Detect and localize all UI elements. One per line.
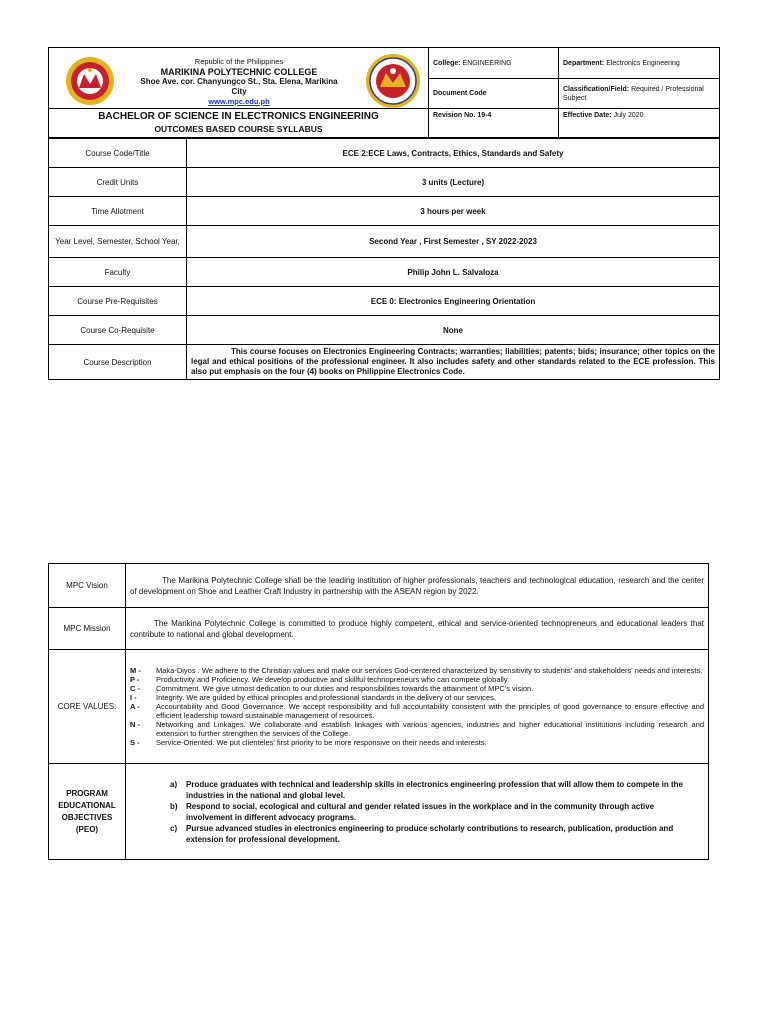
- info-value: Philip John L. Salvaloza: [187, 258, 720, 287]
- core-value-letter: S -: [130, 738, 140, 747]
- department-value: Electronics Engineering: [606, 59, 680, 67]
- info-value: ECE 2:ECE Laws, Contracts, Ethics, Standards and Safety: [187, 139, 720, 168]
- college-name: MARIKINA POLYTECHNIC COLLEGE: [160, 67, 318, 77]
- effective-label: Effective Date:: [563, 112, 612, 119]
- peo-label: [49, 764, 126, 860]
- info-row: [49, 226, 720, 258]
- peo-letter: a): [170, 779, 178, 789]
- peo-text: Produce graduates with technical and leadership skills in electronics engineering profession that will allow them to compete in the industries in the national and global level.: [186, 779, 683, 800]
- peo-item: [130, 779, 704, 801]
- info-row: [49, 345, 720, 380]
- effective-value: July 2020: [613, 112, 644, 119]
- course-description-label: Course Description: [49, 345, 187, 380]
- core-value-text: Maka-Diyos . We adhere to the Christian values and make our services God-centered characterized by sensitivity to students' and stakeholders' needs and interests.: [156, 666, 703, 675]
- info-label: Faculty: [49, 258, 187, 287]
- core-value-item: [130, 666, 704, 675]
- info-value: 3 units (Lecture): [187, 168, 720, 197]
- header-table: [48, 47, 720, 138]
- peo-text: Respond to social, ecological and cultural and gender related issues in the workplace and in the community through active involvement in different advocacy programs.: [186, 801, 655, 822]
- info-label: Course Pre-Requisites: [49, 287, 187, 316]
- peo-text: Pursue advanced studies in electronics engineering to produce scholarly contributions to research, publication, production and extension for professional development.: [186, 823, 674, 844]
- core-value-item: [130, 720, 704, 738]
- college-website-link[interactable]: www.mpc.edu.ph: [208, 97, 270, 106]
- peo-item: [130, 801, 704, 823]
- core-values-list: [126, 650, 709, 764]
- info-value: ECE 0: Electronics Engineering Orientation: [187, 287, 720, 316]
- info-row: [49, 168, 720, 197]
- vision-label: MPC Vision: [49, 564, 126, 608]
- info-label: Credit Units: [49, 168, 187, 197]
- core-values-label: CORE VALUES:: [49, 650, 126, 764]
- engineering-seal-icon: [365, 53, 421, 109]
- revision-cell: Revision No. 19-4: [429, 109, 559, 138]
- info-row: [49, 316, 720, 345]
- vision-mission-table: [48, 563, 709, 860]
- core-value-letter: C -: [130, 684, 140, 693]
- core-value-item: [130, 738, 704, 747]
- peo-label-text: PROGRAM EDUCATIONAL OBJECTIVES (PEO): [58, 788, 116, 834]
- core-value-item: [130, 693, 704, 702]
- vision-row: [49, 564, 709, 608]
- peo-item: [130, 823, 704, 845]
- info-label: Course Code/Title: [49, 139, 187, 168]
- core-value-text: Integrity. We are guided by ethical principles and professional standards in the delivery of our services.: [156, 693, 496, 702]
- program-title: BACHELOR OF SCIENCE IN ELECTRONICS ENGINEERING: [98, 111, 379, 122]
- core-value-item: [130, 675, 704, 684]
- college-value: ENGINEERING: [462, 59, 512, 67]
- core-value-text: Accountability and Good Governance. We accept responsibility and full accountability consistent with the principles of good governance to ensure effective and efficient leadership toward sustainable management of resources.: [156, 702, 704, 720]
- classification-cell: [559, 79, 720, 109]
- core-value-text: Productivity and Proficiency. We develop productive and skillful technopreneurs who can compete globally.: [156, 675, 510, 684]
- core-values-row: [49, 650, 709, 764]
- core-value-letter: I -: [130, 693, 137, 702]
- department-label: Department:: [563, 59, 605, 67]
- info-value: Second Year , First Semester , SY 2022-2023: [187, 226, 720, 258]
- info-row: [49, 197, 720, 226]
- republic-line: Republic of the Philippines: [194, 57, 284, 66]
- effective-date-cell: [559, 109, 720, 138]
- mission-label: MPC Mission: [49, 608, 126, 650]
- syllabus-type: OUTCOMES BASED COURSE SYLLABUS: [154, 124, 323, 134]
- mission-row: [49, 608, 709, 650]
- vision-text-cell: [126, 564, 709, 608]
- core-value-item: [130, 702, 704, 720]
- info-label: Course Co-Requisite: [49, 316, 187, 345]
- department-cell: [559, 48, 720, 79]
- vision-text: The Marikina Polytechnic College shall be the leading institution of higher professionals, teachers and technological education, research and the center of development on Shoe and Leather Craft Industry in partnership with the ASEAN region by 2022.: [130, 575, 704, 596]
- core-value-letter: N -: [130, 720, 140, 729]
- peo-letter: b): [170, 801, 178, 811]
- core-value-text: Commitment. We give utmost dedication to our duties and responsibilities towards the attainment of MPC's vision.: [156, 684, 534, 693]
- college-cell: [429, 48, 559, 79]
- classification-value: Required / Professional Subject: [563, 85, 704, 102]
- course-description-text: [187, 345, 720, 380]
- program-cell: [49, 109, 429, 138]
- peo-list: [126, 764, 709, 860]
- course-info-table: [48, 138, 720, 380]
- course-description-body: This course focuses on Electronics Engineering Contracts; warranties; liabilities; patents; bids; insurance; other topics on the legal and ethical positions of the professional engineer. It also includes safety and other standards related to the ECE profession. This also put emphasis on the four (4) books on Philippine Electronics Code.: [191, 347, 715, 376]
- info-value: 3 hours per week: [187, 197, 720, 226]
- college-name-block: [139, 57, 339, 107]
- mpc-seal-icon: [65, 56, 115, 106]
- classification-label: Classification/Field:: [563, 85, 630, 93]
- core-value-item: [130, 684, 704, 693]
- info-row: [49, 139, 720, 168]
- core-value-letter: A -: [130, 702, 140, 711]
- core-value-text: Service-Oriented. We put clienteles' first priority to be more responsive on their needs and interests.: [156, 738, 487, 747]
- peo-letter: c): [170, 823, 178, 833]
- core-value-letter: M -: [130, 666, 141, 675]
- college-label: College:: [433, 59, 461, 67]
- document-code-cell: Document Code: [429, 79, 559, 109]
- info-row: [49, 287, 720, 316]
- college-address: Shoe Ave. cor. Chanyungco St., Sta. Elena, Marikina City: [140, 77, 338, 96]
- core-value-text: Networking and Linkages. We collaborate and establish linkages with various agencies, industries and higher educational institutions including research and extension to further strengthen the services of the College.: [156, 720, 704, 738]
- core-value-letter: P -: [130, 675, 140, 684]
- info-value: None: [187, 316, 720, 345]
- mission-text: The Marikina Polytechnic College is committed to produce highly competent, ethical and service-oriented technopreneurs and educational leaders that contribute to national and global development.: [130, 618, 704, 639]
- info-label: Time Allotment: [49, 197, 187, 226]
- info-label: Year Level, Semester, School Year,: [49, 226, 187, 258]
- college-header-cell: [49, 48, 429, 109]
- info-row: [49, 258, 720, 287]
- peo-row: [49, 764, 709, 860]
- mission-text-cell: [126, 608, 709, 650]
